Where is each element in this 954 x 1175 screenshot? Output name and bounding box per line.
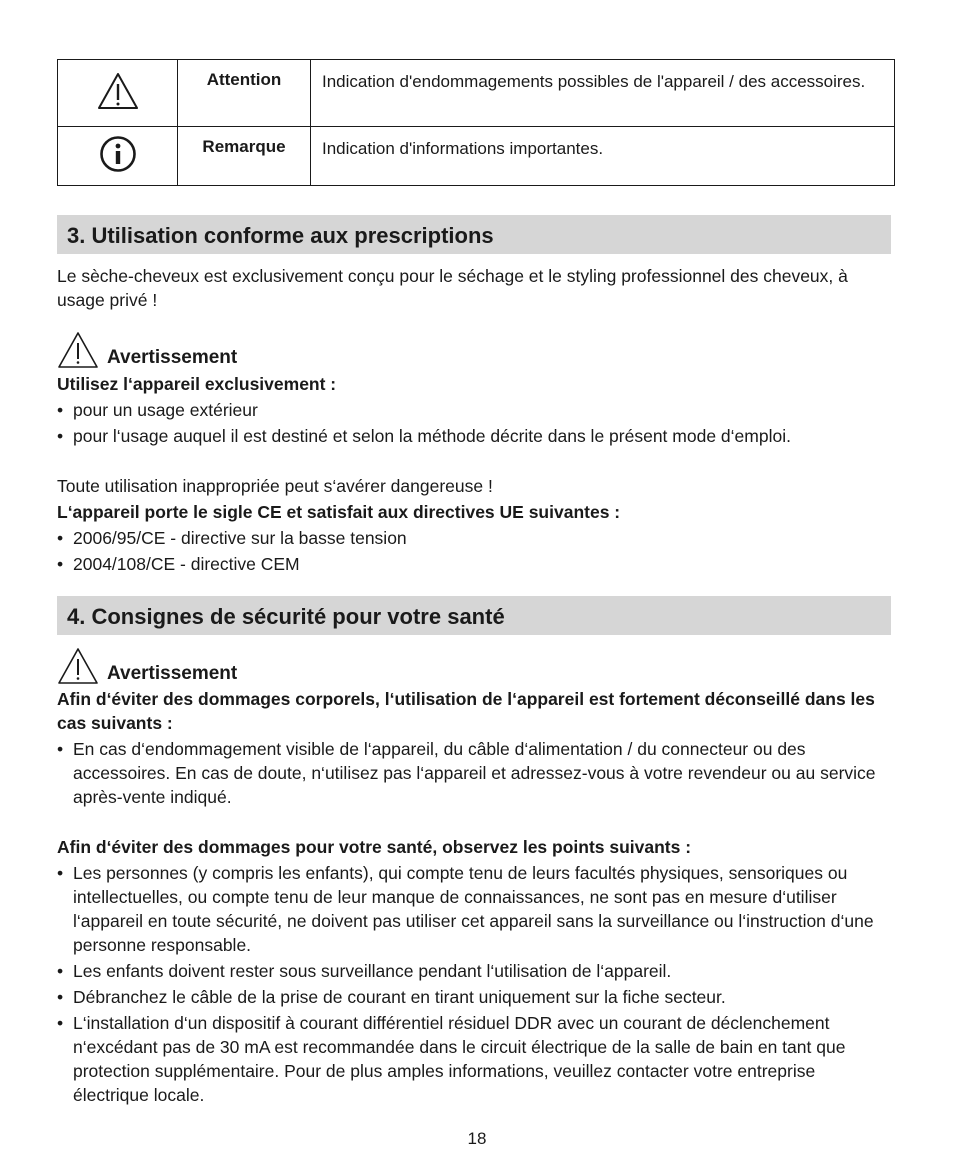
symbol-label: Remarque (178, 127, 311, 186)
list-item: • Les personnes (y compris les enfants), qui compte tenu de leurs facultés physiques, sensoriques ou intellectuelles, ou compte tenu de leur manque de connaissances, ne sont pas en mesure d‘utiliser l‘appareil en toute sécurité, ne doivent pas utiliser cet appareil sans la surveillance ou l‘instruction d‘une personne responsable. (57, 861, 895, 957)
page-content (57, 59, 895, 1107)
list-item: • pour l‘usage auquel il est destiné et selon la méthode décrite dans le présent mode d‘emploi. (57, 424, 895, 448)
table-row (58, 60, 895, 127)
use-list (57, 398, 895, 448)
warning-heading (57, 327, 895, 369)
ce-heading: L‘appareil porte le sigle CE et satisfait aux directives UE suivantes : (57, 502, 621, 522)
list-item: • Les enfants doivent rester sous surveillance pendant l‘utilisation de l‘appareil. (57, 959, 895, 983)
symbol-description: Indication d'informations importantes. (311, 127, 895, 186)
table-row (58, 127, 895, 186)
section-heading: 3. Utilisation conforme aux prescriptions (57, 215, 891, 254)
misuse-text: Toute utilisation inappropriée peut s‘avérer dangereuse ! (57, 476, 493, 496)
health-list (57, 861, 895, 1107)
warning-triangle-icon (57, 331, 99, 369)
symbols-table (57, 59, 895, 186)
injury-heading: Afin d‘éviter des dommages corporels, l‘utilisation de l‘appareil est fortement déconseillé dans les cas suivants : (57, 689, 875, 733)
list-item: • Débranchez le câble de la prise de courant en tirant uniquement sur la fiche secteur. (57, 985, 895, 1009)
list-item: • pour un usage extérieur (57, 398, 895, 422)
warning-triangle-icon (58, 60, 178, 127)
list-item: • L‘installation d‘un dispositif à courant différentiel résiduel DDR avec un courant de déclenchement n‘excédant pas de 30 mA est recommandée dans le circuit électrique de la salle de bain en tant que protection supplémentaire. Pour de plus amples informations, veuillez contacter votre entreprise électrique locale. (57, 1011, 895, 1107)
list-item: • En cas d‘endommagement visible de l‘appareil, du câble d‘alimentation / du connecteur ou des accessoires. En cas de doute, n‘utilisez pas l‘appareil et adressez-vous à votre revendeur ou au service après-vente indiqué. (57, 737, 895, 809)
list-item: • 2006/95/CE - directive sur la basse tension (57, 526, 895, 550)
page-number: 18 (467, 1129, 487, 1148)
health-heading: Afin d‘éviter des dommages pour votre santé, observez les points suivants : (57, 837, 692, 857)
warning-label: Avertissement (107, 663, 238, 684)
symbol-label: Attention (178, 60, 311, 127)
warning-heading (57, 643, 895, 685)
intro-paragraph: Le sèche-cheveux est exclusivement conçu pour le séchage et le styling professionnel des cheveux, à usage privé ! (57, 266, 848, 310)
symbol-description: Indication d'endommagements possibles de l'appareil / des accessoires. (311, 60, 895, 127)
warning-triangle-icon (57, 647, 99, 685)
use-heading: Utilisez l‘appareil exclusivement : (57, 374, 337, 394)
injury-list (57, 737, 895, 809)
list-item: • 2004/108/CE - directive CEM (57, 552, 895, 576)
ce-list (57, 526, 895, 576)
info-icon (58, 127, 178, 186)
warning-label: Avertissement (107, 347, 238, 368)
section-heading: 4. Consignes de sécurité pour votre santé (57, 596, 891, 635)
